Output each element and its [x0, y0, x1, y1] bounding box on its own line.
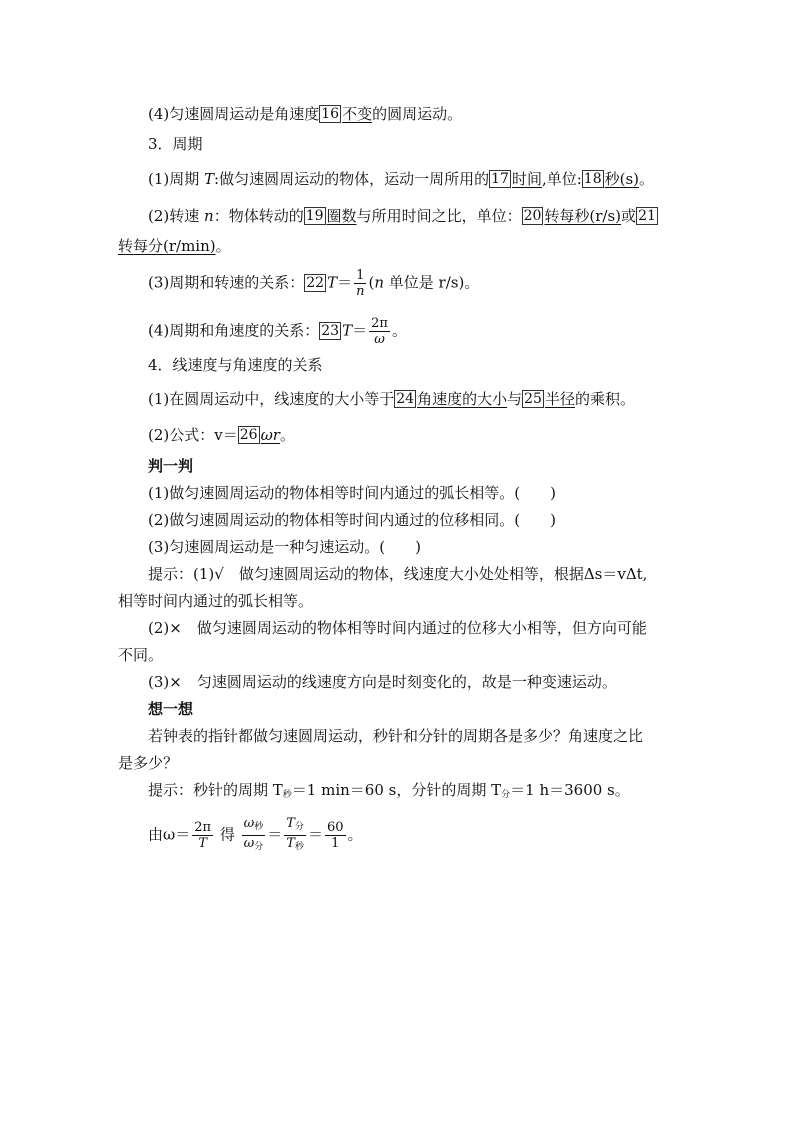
judge-hint-3: (3)× 匀速圆周运动的线速度方向是时刻变化的，故是一种变速运动。: [148, 673, 617, 691]
cross-mark-icon: ×: [169, 619, 182, 637]
section-heading-period: 3．周期: [148, 135, 203, 153]
check-mark-icon: √: [214, 565, 224, 583]
answer-26: ωr: [260, 426, 280, 444]
think-question-cont: 是多少？: [118, 754, 179, 772]
heading-think: 想一想: [148, 700, 194, 718]
fraction-omega-ratio: $\frac{\omega_秒}{\omega_分}$: [243, 816, 264, 852]
line-rotation-speed-cont: 转每分(r/min)。: [118, 237, 231, 255]
judge-question-1: (1)做匀速圆周运动的物体相等时间内通过的弧长相等。( ): [148, 484, 556, 502]
section-heading-linear-angular: 4．线速度与角速度的关系: [148, 356, 323, 374]
line-period-definition: (1)周期 T:做匀速圆周运动的物体，运动一周所用的 17 时间,单位: 18 秒(s)。: [148, 170, 655, 188]
fraction-two-pi-over-t: $\frac{2\pi}{T}$: [194, 820, 212, 851]
blank-number-21: 21: [638, 208, 656, 224]
think-question: 若钟表的指针都做匀速圆周运动，秒针和分针的周期各是多少？角速度之比: [148, 727, 644, 745]
answer-18: 秒(s): [604, 170, 640, 188]
line-period-speed-relation: (3)周期和转速的关系： 22 T＝ $\frac{1}{n}$ (n 单位是 r/s)。: [148, 268, 480, 299]
blank-number-17: 17: [491, 171, 509, 187]
cross-mark-icon: ×: [169, 673, 182, 691]
line-uniform-angular: (4)匀速圆周运动是角速度 16 不变的圆周运动。: [148, 105, 463, 123]
line-rotation-speed: (2)转速 n：物体转动的 19 圈数与所用时间之比，单位： 20 转每秒(r/s)或 21: [148, 207, 656, 225]
answer-19: 圈数: [326, 207, 357, 225]
line-formula-v: (2)公式：v＝ 26 ωr。: [148, 426, 295, 444]
fraction-period-ratio: $\frac{T_分}{T_秒}$: [286, 816, 304, 852]
blank-number-22: 22: [306, 274, 325, 291]
blank-number-25: 25: [524, 391, 542, 407]
judge-hint-1-cont: 相等时间内通过的弧长相等。: [118, 592, 314, 610]
blank-number-26: 26: [239, 427, 258, 443]
blank-number-23: 23: [321, 322, 340, 339]
think-formula: 由ω＝ $\frac{2\pi}{T}$ 得 $\frac{\omega_秒}{\omega_分}$ ＝ $\frac{T_分}{T_秒}$ ＝ $\frac{60}{1}$ 。: [148, 816, 363, 855]
answer-24: 角速度的大小: [417, 390, 508, 408]
line-period-angular-relation: (4)周期和角速度的关系： 23 T＝ $\frac{2\pi}{\omega}$ 。: [148, 316, 407, 347]
blank-number-19: 19: [305, 208, 324, 224]
answer-20: 转每秒(r/s): [544, 207, 622, 225]
judge-question-2: (2)做匀速圆周运动的物体相等时间内通过的位移相同。( ): [148, 511, 556, 529]
answer-25: 半径: [544, 390, 575, 408]
judge-question-3: (3)匀速圆周运动是一种匀速运动。( ): [148, 538, 421, 556]
heading-judge: 判一判: [148, 457, 194, 475]
answer-21: 转每分(r/min): [118, 237, 216, 255]
answer-17: 时间: [511, 170, 542, 188]
answer-16: 不变: [342, 105, 373, 123]
blank-number-20: 20: [523, 208, 542, 224]
line-linear-equals: (1)在圆周运动中，线速度的大小等于 24 角速度的大小与 25 半径的乘积。: [148, 390, 635, 408]
blank-number-18: 18: [583, 171, 602, 187]
fraction-one-over-n: $\frac{1}{n}$: [356, 268, 365, 299]
judge-hint-2: (2)× 做匀速圆周运动的物体相等时间内通过的位移大小相等，但方向可能: [148, 619, 647, 637]
think-hint: 提示：秒针的周期 $T_秒=1$ min＝60 s，分针的周期 $T_分=1$ h＝3600 s。: [148, 781, 630, 800]
blank-number-16: 16: [321, 106, 340, 122]
fraction-two-pi-over-omega: $\frac{2\pi}{\omega}$: [371, 316, 388, 347]
blank-number-24: 24: [396, 391, 415, 407]
judge-hint-1: 提示：(1)√ 做匀速圆周运动的物体，线速度大小处处相等，根据Δs＝vΔt,: [148, 565, 648, 583]
fraction-sixty-over-one: $\frac{60}{1}$: [326, 820, 344, 851]
judge-hint-2-cont: 不同。: [118, 646, 164, 664]
